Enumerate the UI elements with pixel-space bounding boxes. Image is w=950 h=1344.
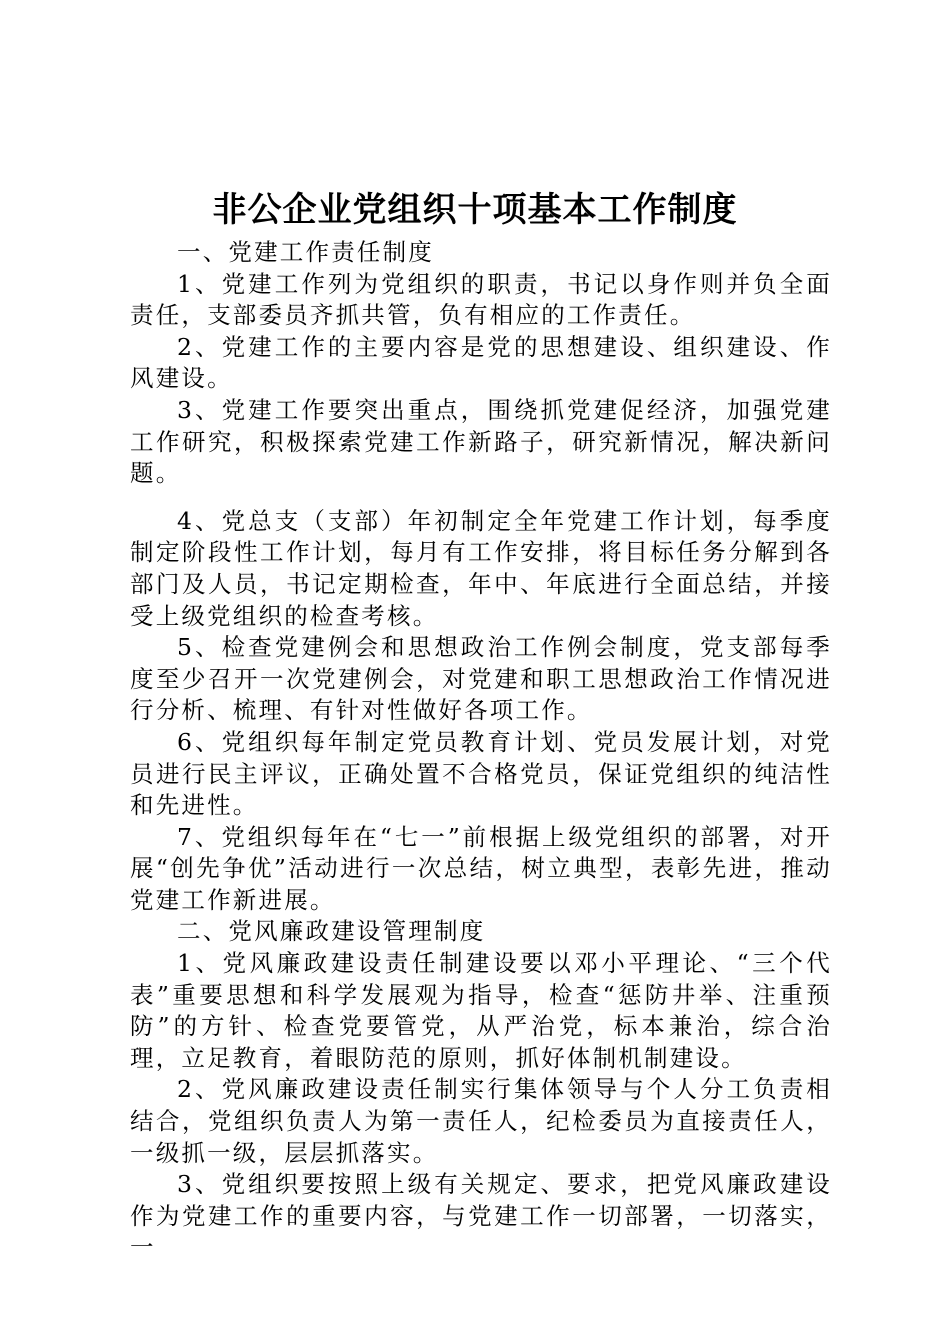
document-title: 非公企业党组织十项基本工作制度 [212,190,738,230]
paragraph: 7、党组织每年在“七一”前根据上级党组织的部署，对开展“创先争优”活动进行一次总结，树立典型，表彰先进，推动党建工作新进展。 [130,822,832,914]
paragraph: 3、党建工作要突出重点，围绕抓党建促经济，加强党建工作研究，积极探索党建工作新路子，研究新情况，解决新问题。 [130,395,832,488]
paragraph: 3、党组织要按照上级有关规定、要求，把党风廉政建设作为党建工作的重要内容，与党建工作一切部署，一切落实，一 [130,1170,832,1262]
document-body [130,237,832,1264]
section-heading: 一、党建工作责任制度 [177,238,434,266]
paragraph: 2、党建工作的主要内容是党的思想建设、组织建设、作风建设。 [130,332,832,393]
paragraph: 2、党风廉政建设责任制实行集体领导与个人分工负责相结合，党组织负责人为第一责任人，纪检委员为直接责任人，一级抓一级，层层抓落实。 [130,1075,832,1167]
paragraph: 4、党总支（支部）年初制定全年党建工作计划，每季度制定阶段性工作计划，每月有工作安排，将目标任务分解到各部门及人员，书记定期检查，年中、年底进行全面总结，并接受上级党组织的检查考核。 [130,506,832,630]
section-heading: 二、党风廉政建设管理制度 [177,917,486,946]
paragraph: 1、党建工作列为党组织的职责，书记以身作则并负全面责任，支部委员齐抓共管，负有相应的工作责任。 [130,269,832,330]
paragraph: 6、党组织每年制定党员教育计划、党员发展计划，对党员进行民主评议，正确处置不合格党员，保证党组织的纯洁性和先进性。 [130,727,832,820]
paragraph: 1、党风廉政建设责任制建设要以邓小平理论、“三个代表”重要思想和科学发展观为指导，检查“惩防井举、注重预防”的方针、检查党要管党，从严治党，标本兼治，综合治理，立足教育，着眼防范的原则，抓好体制机制建设。 [130,949,832,1072]
paragraph: 5、检查党建例会和思想政治工作例会制度，党支部每季度至少召开一次党建例会，对党建和职工思想政治工作情况进行分析、梳理、有针对性做好各项工作。 [130,633,832,725]
